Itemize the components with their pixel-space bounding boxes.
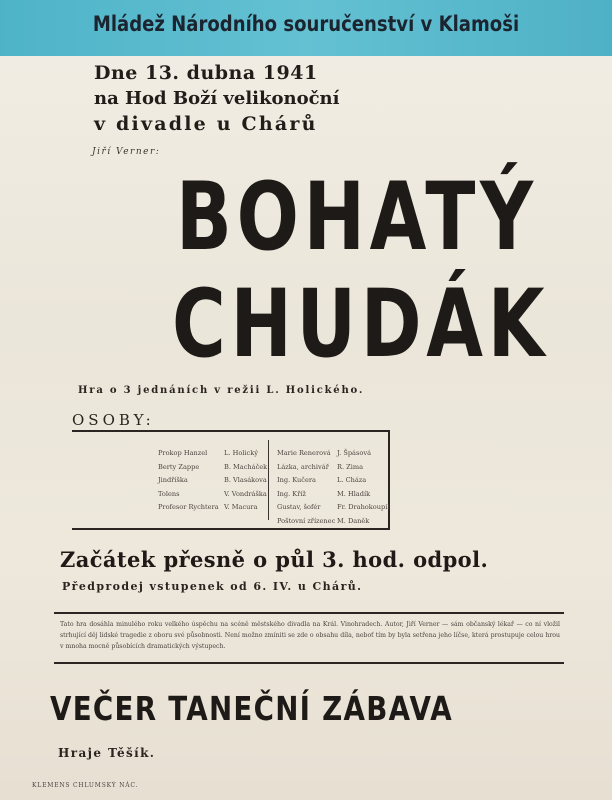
note-rule-top — [54, 612, 564, 614]
cast-row — [158, 461, 267, 475]
cast-row — [158, 501, 267, 515]
cast-actor: M. Hladík — [337, 489, 371, 498]
note-rule-bottom — [54, 662, 564, 664]
cast-border-bottom — [72, 528, 390, 530]
cast-role: Lázka, archivář — [277, 462, 329, 471]
play-subtitle: Hra o 3 jednáních v režii L. Holického. — [78, 385, 365, 396]
event-venue: v divadle u Chárů — [94, 113, 318, 135]
cast-actor: Fr. Drahokoupil — [337, 503, 390, 511]
cast-role: Ing. Kříž — [277, 489, 306, 498]
cast-row — [277, 488, 389, 502]
cast-actor: M. Daněk — [337, 516, 370, 525]
cast-list-right — [277, 447, 389, 528]
cast-role: Marie Renerová — [277, 449, 331, 457]
header-banner — [0, 0, 612, 56]
cast-row — [277, 447, 389, 461]
cast-actor: V. Vondráška — [224, 489, 267, 498]
organizer-title: Mládež Národního souručenství v Klamoši — [92, 12, 520, 36]
dance-evening: VEČER TANEČNÍ ZÁBAVA — [50, 689, 454, 728]
cast-actor: L. Cháza — [337, 476, 367, 484]
event-occasion: na Hod Boží velikonoční — [94, 88, 340, 109]
play-title-line-1: BOHATÝ — [176, 163, 538, 272]
cast-actor: B. Vlasákova — [224, 476, 267, 484]
cast-role: Poštovní zřízenec — [277, 516, 336, 525]
cast-role: Jindříška — [158, 476, 188, 484]
cast-actor: V. Macura — [224, 503, 258, 511]
cast-row — [158, 447, 267, 461]
cast-actor: B. Macháček — [224, 462, 268, 471]
play-title-line-2: CHUDÁK — [172, 270, 550, 379]
ticket-presale: Předprodej vstupenek od 6. IV. u Chárů. — [62, 580, 363, 593]
cast-row — [277, 501, 389, 515]
cast-role: Prokop Hanzel — [158, 449, 208, 457]
cast-role: Ing. Kučera — [277, 476, 316, 484]
cast-row — [277, 515, 389, 529]
printer-imprint: KLEMENS CHLUMSKÝ NÁC. — [32, 782, 139, 789]
cast-row — [158, 488, 267, 502]
cast-row — [277, 461, 389, 475]
cast-list-left — [158, 447, 267, 515]
cast-actor: R. Zima — [337, 462, 364, 471]
music-credit: Hraje Těšík. — [58, 746, 156, 760]
cast-role: Profesor Rychtera — [158, 503, 219, 511]
start-time: Začátek přesně o půl 3. hod. odpol. — [60, 547, 489, 572]
cast-role: Berty Zappe — [158, 462, 200, 471]
cast-divider — [268, 440, 269, 520]
cast-actor: L. Holický — [224, 449, 258, 457]
play-description: Tato hra dosáhla minulého roku velkého úspěchu na scéně městského divadla na Král. Vinohradech. Autor, Jiří Verner — sám občanský lékař — co ní vložil strhující děj lidské tragedie z oboru své působnosti. Není možno zmíniti se zde o obsahu díla, neboť tím by byla setřena jeho líčse, která prostupuje celou hrou v mnoha mocně působících dramatických výstupech. — [60, 621, 560, 650]
cast-heading: OSOBY: — [72, 411, 155, 429]
cast-row — [277, 474, 389, 488]
play-author: Jiří Verner: — [92, 147, 161, 157]
cast-border-top — [72, 430, 390, 432]
cast-role: Gustav, šofér — [277, 503, 321, 511]
cast-actor: J. Špásová — [337, 449, 372, 457]
event-date: Dne 13. dubna 1941 — [94, 62, 318, 84]
cast-row — [158, 474, 267, 488]
cast-role: Tolens — [158, 489, 180, 498]
